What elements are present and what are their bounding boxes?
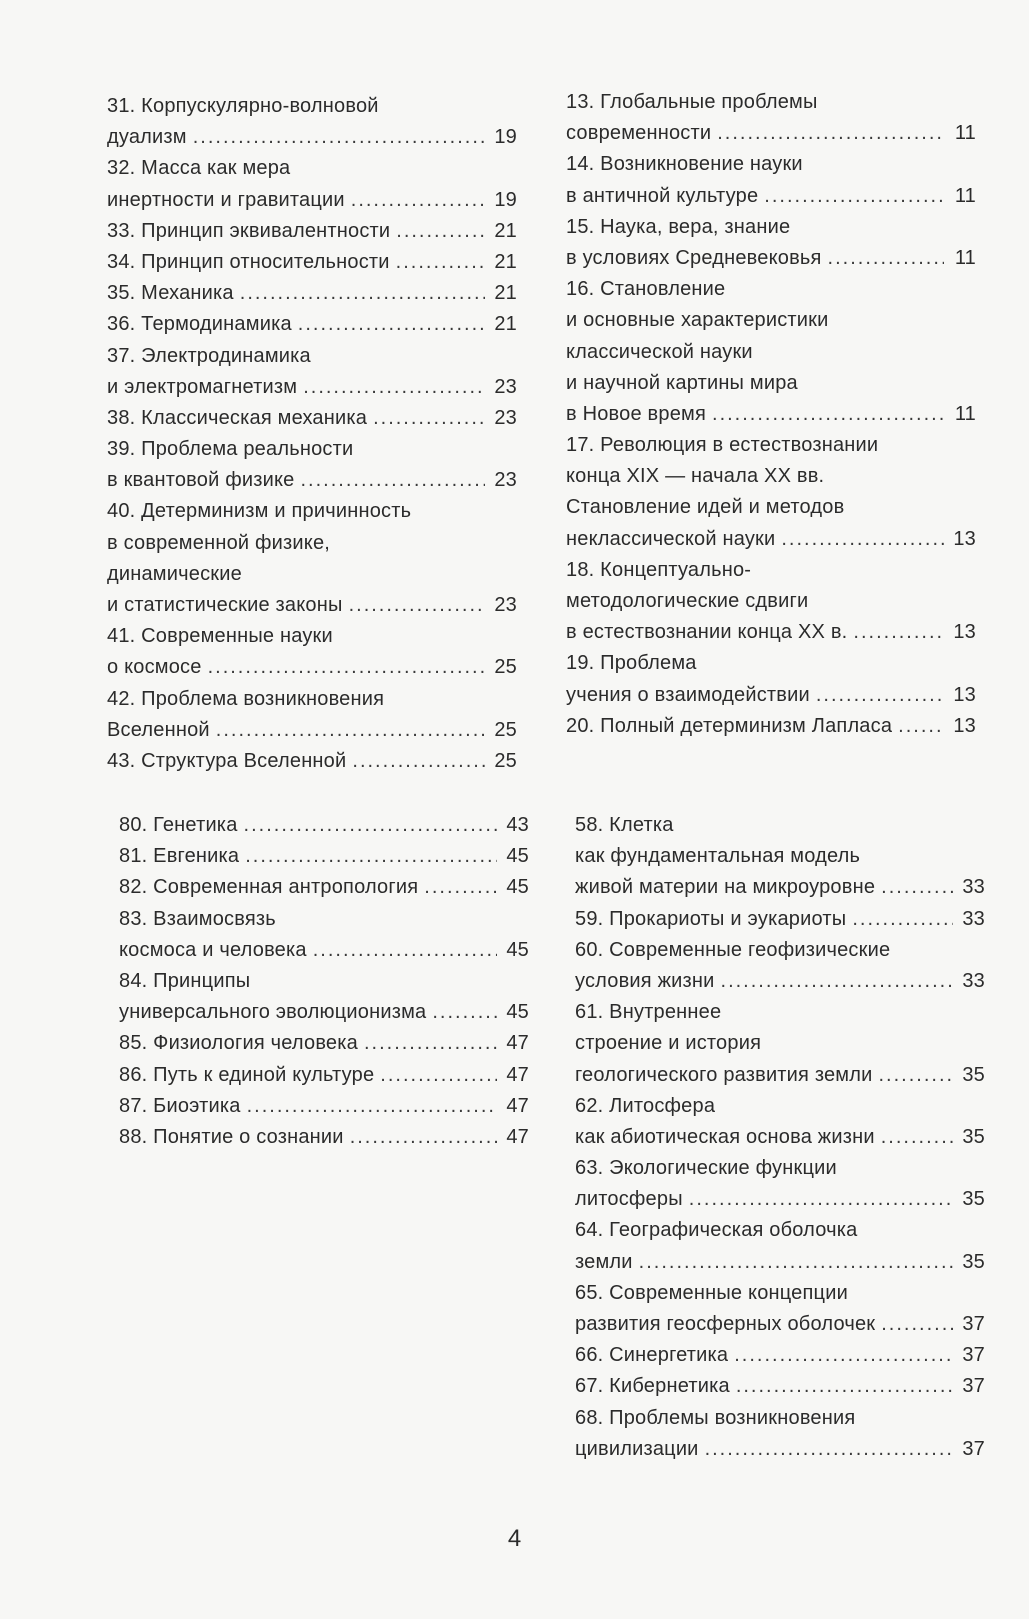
toc-entry-text: 14. Возникновение науки: [566, 153, 803, 176]
toc-page-number: 11: [954, 246, 976, 269]
toc-page-number: 13: [953, 683, 976, 706]
toc-line: [119, 935, 529, 966]
toc-entry-text: 41. Современные науки: [107, 625, 333, 648]
toc-line: [566, 149, 976, 180]
toc-page-number: 35: [962, 1125, 985, 1148]
toc-entry-text: 18. Концептуально-: [566, 558, 752, 581]
toc-entry: [566, 430, 976, 555]
toc-line: [566, 212, 976, 243]
toc-page-number: 37: [962, 1375, 985, 1398]
toc-line: [107, 496, 517, 527]
toc-entry-text: методологические сдвиги: [566, 590, 809, 612]
toc-entry: [575, 1215, 985, 1277]
toc-page-number: 45: [506, 1001, 529, 1024]
toc-page-number: 43: [506, 814, 529, 836]
toc-line: [119, 997, 529, 1028]
toc-entry: [107, 91, 517, 153]
toc-entry-text: как фундаментальная модель: [575, 845, 861, 868]
toc-line: [575, 810, 985, 841]
toc-line: [119, 1122, 529, 1153]
toc-page-number: 23: [494, 469, 517, 492]
dot-leader: [879, 1060, 954, 1091]
dot-leader: [364, 1028, 497, 1059]
toc-entry-text: 37. Электродинамика: [107, 344, 311, 367]
dot-leader: [828, 243, 944, 274]
toc-entry: [575, 1340, 985, 1371]
toc-page-number: 37: [962, 1344, 985, 1367]
toc-entry-text: дуализм: [107, 126, 187, 149]
toc-line: [566, 555, 976, 586]
dot-leader: [881, 1122, 953, 1153]
toc-entry: [566, 555, 976, 649]
dot-leader: [689, 1184, 953, 1215]
toc-entry-text: 34. Принцип относительности: [107, 250, 390, 273]
toc-page-number: 47: [506, 1063, 529, 1086]
toc-page-number: 35: [962, 1063, 985, 1086]
toc-line: [119, 872, 529, 903]
dot-leader: [721, 966, 953, 997]
toc-line: [575, 1434, 985, 1465]
toc-line: [575, 1278, 985, 1309]
toc-entry-text: и научной картины мира: [566, 371, 798, 394]
toc-line: [107, 403, 517, 434]
dot-leader: [349, 590, 485, 621]
toc-entry-text: и статистические законы: [107, 594, 343, 616]
toc-line: [575, 1215, 985, 1246]
toc-entry-text: 20. Полный детерминизм Лапласа: [566, 714, 893, 737]
toc-line: [107, 247, 517, 278]
toc-line: [107, 684, 517, 715]
dot-leader: [350, 1122, 497, 1153]
toc-page-number: 23: [494, 594, 517, 616]
toc-entry-text: 87. Биоэтика: [119, 1094, 241, 1117]
toc-line: [566, 368, 976, 399]
dot-leader: [396, 216, 485, 247]
toc-entry: [119, 1091, 529, 1122]
dot-leader: [193, 122, 485, 153]
toc-entry-text: 13. Глобальные проблемы: [566, 91, 818, 113]
toc-page-number: 21: [494, 313, 517, 336]
toc-entry-text: 81. Евгеника: [119, 845, 240, 868]
toc-line: [119, 1028, 529, 1059]
toc-entry-text: учения о взаимодействии: [566, 683, 810, 706]
dot-leader: [245, 841, 497, 872]
toc-entry: [566, 87, 976, 149]
toc-entry-text: геологического развития земли: [575, 1063, 873, 1086]
toc-entry-text: 42. Проблема возникновения: [107, 687, 385, 710]
dot-leader: [300, 465, 485, 496]
toc-entry-text: 17. Революция в естествознании: [566, 434, 879, 457]
toc-entry: [575, 1153, 985, 1215]
dot-leader: [734, 1340, 953, 1371]
toc-entry-text: как абиотическая основа жизни: [575, 1125, 875, 1148]
toc-entry-text: классической науки: [566, 340, 753, 363]
toc-entry-text: современности: [566, 122, 712, 145]
toc-line: [107, 278, 517, 309]
toc-entry-text: литосферы: [575, 1188, 683, 1211]
toc-entry-text: строение и история: [575, 1032, 762, 1055]
toc-entry-text: развития геосферных оболочек: [575, 1313, 876, 1335]
toc-line: [107, 465, 517, 496]
toc-entry: [575, 810, 985, 904]
toc-entry-text: условия жизни: [575, 969, 715, 992]
toc-page-number: 45: [506, 845, 529, 868]
toc-entry-text: Вселенной: [107, 718, 210, 741]
dot-leader: [639, 1247, 953, 1278]
toc-line: [575, 1247, 985, 1278]
toc-entry-text: в условиях Средневековья: [566, 246, 822, 269]
toc-entry-text: 43. Структура Вселенной: [107, 749, 347, 772]
toc-entry-text: 59. Прокариоты и эукариоты: [575, 907, 847, 930]
toc-entry: [107, 278, 517, 309]
toc-line: [566, 648, 976, 679]
toc-entry: [575, 1091, 985, 1153]
toc-entry: [575, 997, 985, 1091]
toc-line: [107, 434, 517, 465]
toc-line: [107, 559, 517, 590]
toc-entry-text: 83. Взаимосвязь: [119, 907, 276, 930]
toc-entry-text: в современной физике,: [107, 531, 331, 554]
toc-line: [575, 1028, 985, 1059]
toc-entry-text: 64. Географическая оболочка: [575, 1219, 858, 1242]
dot-leader: [853, 617, 944, 648]
toc-entry-text: 15. Наука, вера, знание: [566, 215, 791, 238]
dot-leader: [852, 904, 953, 935]
toc-line: [566, 524, 976, 555]
toc-page-number: 23: [494, 406, 517, 429]
toc-entry-text: земли: [575, 1250, 633, 1273]
toc-page-number: 45: [506, 938, 529, 961]
toc-entry: [119, 1122, 529, 1153]
toc-entry: [575, 1403, 985, 1465]
toc-entry: [119, 1060, 529, 1091]
toc-entry-text: 39. Проблема реальности: [107, 438, 354, 461]
toc-line: [107, 341, 517, 372]
toc-page-number: 13: [953, 714, 976, 737]
toc-page-number: 21: [494, 250, 517, 273]
toc-page-number: 33: [962, 969, 985, 992]
toc-line: [566, 87, 976, 118]
toc-entry-text: 38. Классическая механика: [107, 406, 368, 429]
toc-entry: [566, 149, 976, 211]
toc-line: [575, 935, 985, 966]
toc-page-number: 13: [953, 527, 976, 550]
dot-leader: [736, 1371, 953, 1402]
toc-entry: [566, 274, 976, 430]
toc-line: [575, 1122, 985, 1153]
dot-leader: [351, 185, 485, 216]
toc-entry-text: и основные характеристики: [566, 309, 829, 332]
toc-entry-text: 16. Становление: [566, 278, 726, 301]
toc-page-number: 13: [953, 621, 976, 644]
toc-entry-text: 85. Физиология человека: [119, 1032, 358, 1055]
toc-line: [107, 216, 517, 247]
toc-page-number: 11: [954, 184, 976, 207]
toc-line: [566, 243, 976, 274]
toc-entry-text: и электромагнетизм: [107, 375, 298, 398]
toc-entry: [107, 434, 517, 496]
dot-leader: [717, 118, 944, 149]
toc-line: [575, 1184, 985, 1215]
toc-entry-text: 68. Проблемы возникновения: [575, 1406, 856, 1429]
dot-leader: [313, 935, 497, 966]
toc-entry-text: 67. Кибернетика: [575, 1375, 730, 1398]
toc-page-number: 33: [962, 907, 985, 930]
toc-entry-text: 60. Современные геофизические: [575, 938, 891, 961]
toc-entry: [107, 341, 517, 403]
toc-line: [575, 997, 985, 1028]
dot-leader: [764, 181, 944, 212]
toc-entry-text: 35. Механика: [107, 282, 234, 305]
dot-leader: [298, 309, 485, 340]
toc-entry-text: 62. Литосфера: [575, 1094, 716, 1117]
toc-entry-text: 32. Масса как мера: [107, 157, 291, 180]
toc-line: [107, 91, 517, 122]
toc-page-number: 35: [962, 1188, 985, 1211]
dot-leader: [781, 524, 944, 555]
toc-page-number: 25: [494, 718, 517, 741]
toc-page-number: 19: [494, 188, 517, 211]
toc-line: [107, 372, 517, 403]
toc-entry-text: 36. Термодинамика: [107, 313, 292, 336]
toc-entry-text: 33. Принцип эквивалентности: [107, 219, 391, 242]
toc-line: [566, 305, 976, 336]
toc-line: [566, 274, 976, 305]
toc-entry-text: в Новое время: [566, 402, 707, 425]
toc-entry: [119, 810, 529, 841]
toc-entry-text: цивилизации: [575, 1437, 699, 1460]
toc-entry-text: 86. Путь к единой культуре: [119, 1063, 375, 1086]
toc-entry-text: динамические: [107, 562, 242, 585]
toc-entry-text: 84. Принципы: [119, 969, 251, 992]
toc-line: [566, 337, 976, 368]
toc-column-bottom-right: [575, 810, 985, 1465]
toc-page-number: 19: [494, 126, 517, 149]
toc-entry: [119, 966, 529, 1028]
toc-entry: [107, 216, 517, 247]
dot-leader: [373, 403, 485, 434]
toc-line: [107, 528, 517, 559]
toc-page-number: 25: [494, 749, 517, 772]
toc-line: [566, 617, 976, 648]
toc-line: [566, 711, 976, 742]
toc-entry: [566, 212, 976, 274]
toc-page-number: 33: [962, 876, 985, 899]
toc-line: [575, 1060, 985, 1091]
toc-line: [107, 746, 517, 777]
dot-leader: [240, 278, 485, 309]
toc-entry-text: о космосе: [107, 656, 202, 679]
toc-entry: [575, 1371, 985, 1402]
toc-line: [566, 181, 976, 212]
toc-page-number: 47: [506, 1032, 529, 1055]
toc-line: [119, 966, 529, 997]
toc-entry: [119, 1028, 529, 1059]
toc-entry-text: 80. Генетика: [119, 814, 238, 836]
dot-leader: [816, 680, 944, 711]
toc-line: [107, 590, 517, 621]
toc-line: [566, 492, 976, 523]
toc-line: [575, 904, 985, 935]
toc-page-number: 11: [954, 402, 976, 425]
toc-entry: [119, 904, 529, 966]
toc-entry: [107, 746, 517, 777]
toc-line: [119, 1060, 529, 1091]
toc-page-number: 25: [494, 656, 517, 679]
toc-line: [119, 810, 529, 841]
toc-column-top-left: [107, 91, 517, 777]
toc-entry: [107, 153, 517, 215]
toc-line: [566, 118, 976, 149]
toc-page-number: 23: [494, 375, 517, 398]
toc-entry: [119, 872, 529, 903]
toc-entry: [107, 496, 517, 621]
toc-line: [107, 621, 517, 652]
toc-entry-text: 65. Современные концепции: [575, 1281, 848, 1304]
toc-line: [566, 399, 976, 430]
toc-entry: [107, 403, 517, 434]
toc-entry: [575, 1278, 985, 1340]
dot-leader: [247, 1091, 497, 1122]
dot-leader: [424, 872, 497, 903]
toc-entry: [575, 935, 985, 997]
toc-entry: [575, 904, 985, 935]
dot-leader: [432, 997, 497, 1028]
toc-page-number: 37: [962, 1313, 985, 1335]
toc-entry-text: универсального эволюционизма: [119, 1001, 427, 1024]
dot-leader: [244, 810, 497, 841]
toc-line: [575, 1309, 985, 1340]
toc-line: [119, 841, 529, 872]
toc-entry-text: инертности и гравитации: [107, 188, 345, 211]
toc-entry-text: живой материи на микроуровне: [575, 876, 876, 899]
toc-entry-text: 88. Понятие о сознании: [119, 1125, 344, 1148]
toc-line: [566, 461, 976, 492]
toc-entry-text: 63. Экологические функции: [575, 1157, 837, 1180]
toc-column-bottom-left: [119, 810, 529, 1153]
toc-page-number: 21: [494, 219, 517, 242]
toc-line: [107, 122, 517, 153]
toc-line: [575, 841, 985, 872]
toc-entry-text: 61. Внутреннее: [575, 1001, 722, 1024]
toc-page-number: 37: [962, 1437, 985, 1460]
toc-line: [575, 1153, 985, 1184]
toc-line: [575, 872, 985, 903]
toc-entry: [107, 621, 517, 683]
toc-line: [566, 680, 976, 711]
dot-leader: [396, 247, 485, 278]
toc-line: [119, 904, 529, 935]
toc-entry: [119, 841, 529, 872]
dot-leader: [881, 872, 953, 903]
toc-entry-text: 40. Детерминизм и причинность: [107, 500, 412, 523]
toc-entry-text: Становление идей и методов: [566, 496, 845, 519]
toc-entry: [107, 684, 517, 746]
toc-line: [575, 1403, 985, 1434]
toc-entry: [566, 711, 976, 742]
toc-entry: [107, 309, 517, 340]
dot-leader: [352, 746, 485, 777]
toc-entry: [566, 648, 976, 710]
toc-entry-text: 66. Синергетика: [575, 1344, 729, 1367]
toc-line: [575, 1091, 985, 1122]
toc-entry-text: 58. Клетка: [575, 814, 674, 836]
toc-entry-text: 82. Современная антропология: [119, 876, 419, 899]
dot-leader: [712, 399, 944, 430]
toc-line: [107, 153, 517, 184]
page-number: 4: [507, 1525, 522, 1552]
toc-line: [107, 309, 517, 340]
dot-leader: [208, 652, 485, 683]
toc-entry-text: в квантовой физике: [107, 469, 295, 492]
toc-line: [575, 966, 985, 997]
toc-entry-text: в естествознании конца XX в.: [566, 621, 848, 644]
toc-entry: [107, 247, 517, 278]
toc-entry-text: в античной культуре: [566, 184, 759, 207]
toc-entry-text: 19. Проблема: [566, 652, 697, 675]
toc-column-top-right: [566, 87, 976, 742]
toc-line: [107, 715, 517, 746]
toc-entry-text: конца XIX — начала XX вв.: [566, 465, 825, 488]
toc-entry-text: 31. Корпускулярно-волновой: [107, 95, 379, 117]
toc-page-number: 47: [506, 1125, 529, 1148]
toc-line: [107, 652, 517, 683]
toc-line: [575, 1371, 985, 1402]
toc-line: [566, 430, 976, 461]
toc-entry-text: космоса и человека: [119, 938, 307, 961]
toc-line: [575, 1340, 985, 1371]
toc-page-number: 45: [506, 876, 529, 899]
toc-line: [119, 1091, 529, 1122]
toc-page-number: 11: [954, 122, 976, 145]
toc-line: [566, 586, 976, 617]
dot-leader: [898, 711, 944, 742]
dot-leader: [881, 1309, 953, 1340]
toc-page-number: 47: [506, 1094, 529, 1117]
toc-page-number: 21: [494, 282, 517, 305]
dot-leader: [303, 372, 485, 403]
toc-line: [107, 185, 517, 216]
dot-leader: [216, 715, 485, 746]
dot-leader: [380, 1060, 497, 1091]
toc-page-number: 35: [962, 1250, 985, 1273]
dot-leader: [705, 1434, 953, 1465]
toc-entry-text: неклассической науки: [566, 527, 776, 550]
